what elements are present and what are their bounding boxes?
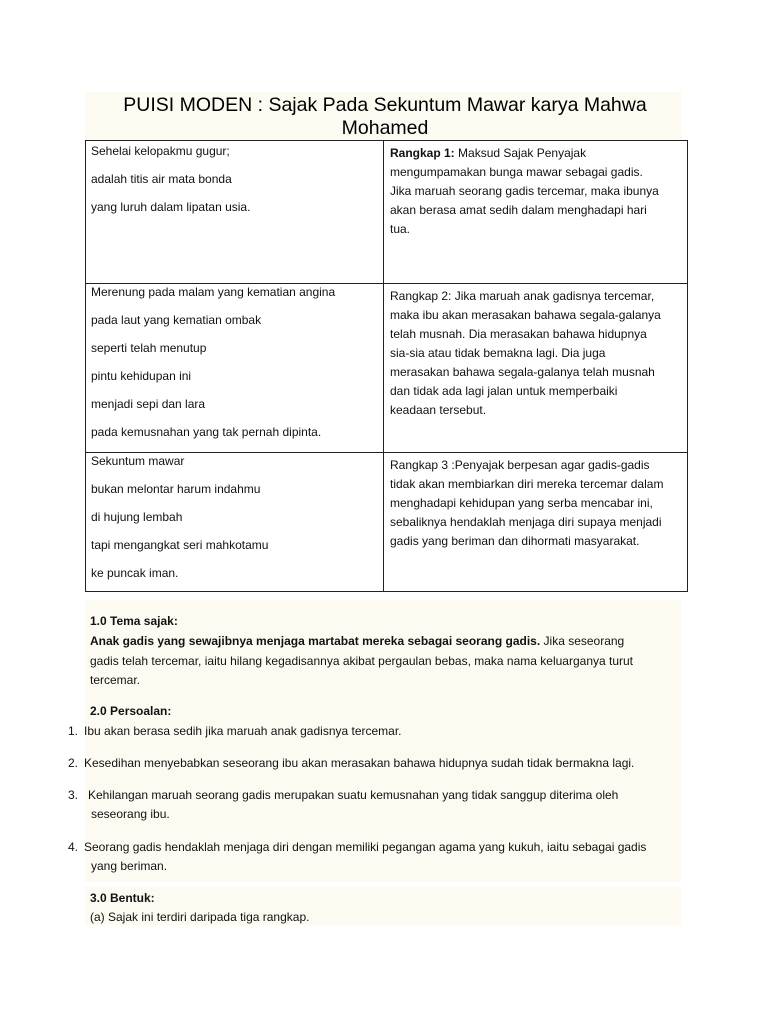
tema-heading: 1.0 Tema sajak: [90, 614, 178, 628]
list-number: 3. [68, 788, 79, 802]
persoalan-item-3 [68, 786, 618, 805]
explanation-line: sebaliknya hendaklah menjaga diri supaya menjadi [390, 515, 662, 529]
poem-line: menjadi sepi dan lara [91, 397, 206, 411]
list-number: 4. [68, 840, 79, 854]
persoalan-item-1 [68, 722, 402, 741]
explanation-line: tidak akan membiarkan diri mereka tercemar dalam [390, 477, 664, 491]
poem-line: ke puncak iman. [91, 566, 179, 580]
tema-text: Jika seseorang [540, 634, 625, 648]
explanation-line: akan berasa amat sedih dalam menghadapi hari [390, 203, 647, 217]
poem-line: di hujung lembah [91, 510, 183, 524]
persoalan-item-2 [68, 754, 634, 773]
list-text: Seorang gadis hendaklah menjaga diri dengan memiliki pegangan agama yang kukuh, iaitu sebagai gadis [84, 840, 647, 854]
persoalan-heading: 2.0 Persoalan: [90, 704, 172, 718]
explanation-cell-3 [384, 453, 688, 592]
explanation-line: tua. [390, 222, 411, 236]
poem-line: Merenung pada malam yang kematian angina [91, 285, 336, 299]
persoalan-item-4 [68, 838, 646, 857]
explanation-line: maka ibu akan merasakan bahawa segala-galanya [390, 308, 661, 322]
poem-line: pada kemusnahan yang tak pernah dipinta. [91, 425, 322, 439]
stanza-row-3 [86, 453, 688, 592]
rangkap-label: Rangkap 1: [390, 146, 455, 160]
explanation-line: mengumpamakan bunga mawar sebagai gadis. [390, 165, 643, 179]
explanation-line: Rangkap 2: Jika maruah anak gadisnya tercemar, [390, 289, 655, 303]
poem-line: pada laut yang kematian ombak [91, 313, 262, 327]
explanation-line: keadaan tersebut. [390, 403, 487, 417]
list-text: Ibu akan berasa sedih jika maruah anak gadisnya tercemar. [84, 724, 402, 738]
explanation-line: dan tidak ada lagi jalan untuk memperbaiki [390, 384, 618, 398]
explanation-line: Rangkap 3 :Penyajak berpesan agar gadis-gadis [390, 458, 650, 472]
poem-line: Sekuntum mawar [91, 454, 185, 468]
bentuk-heading: 3.0 Bentuk: [90, 891, 155, 905]
explanation-cell-1 [384, 141, 688, 284]
list-text: Kesedihan menyebabkan seseorang ibu akan merasakan bahawa hidupnya sudah tidak bermakna lagi. [84, 756, 635, 770]
explanation-line [384, 144, 687, 163]
page-title: PUISI MODEN : Sajak Pada Sekuntum Mawar karya Mahwa Mohamed [123, 94, 647, 139]
explanation-line: telah musnah. Dia merasakan bahawa hidupnya [390, 327, 647, 341]
persoalan-item-4-cont: yang beriman. [91, 859, 168, 873]
explanation-line: merasakan bahawa segala-galanya telah musnah [390, 365, 655, 379]
tema-line-2: gadis telah tercemar, iaitu hilang kegadisannya akibat pergaulan bebas, maka nama keluarganya turut [90, 654, 634, 668]
tema-line-3: tercemar. [90, 673, 141, 687]
explanation-line: sia-sia atau tidak bemakna lagi. Dia juga [390, 346, 606, 360]
list-text: Kehilangan maruah seorang gadis merupakan suatu kemusnahan yang tidak sanggup diterima oleh [88, 788, 619, 802]
explanation-text: Maksud Sajak Penyajak [454, 146, 587, 160]
poem-line: seperti telah menutup [91, 341, 207, 355]
explanation-line: menghadapi kehidupan yang serba mencabar ini, [390, 496, 653, 510]
stanza-row-2 [86, 284, 688, 453]
poem-line: tapi mengangkat seri mahkotamu [91, 538, 269, 552]
poem-line: pintu kehidupan ini [91, 369, 192, 383]
poem-line: yang luruh dalam lipatan usia. [91, 200, 251, 214]
explanation-line: Jika maruah seorang gadis tercemar, maka ibunya [390, 184, 659, 198]
tema-line-1 [90, 632, 624, 651]
poem-line: bukan melontar harum indahmu [91, 482, 261, 496]
poem-cell-2 [86, 284, 384, 453]
persoalan-item-3-cont: seseorang ibu. [91, 807, 170, 821]
list-number: 1. [68, 724, 79, 738]
poem-table [85, 140, 688, 592]
tema-bold-text: Anak gadis yang sewajibnya menjaga martabat mereka sebagai seorang gadis. [90, 634, 541, 648]
list-number: 2. [68, 756, 79, 770]
poem-cell-3 [86, 453, 384, 592]
poem-line: Sehelai kelopakmu gugur; [91, 144, 230, 158]
explanation-line: gadis yang beriman dan dihormati masyarakat. [390, 534, 640, 548]
poem-line: adalah titis air mata bonda [91, 172, 232, 186]
poem-cell-1 [86, 141, 384, 284]
explanation-cell-2 [384, 284, 688, 453]
bentuk-line-1: (a) Sajak ini terdiri daripada tiga rangkap. [90, 910, 310, 924]
stanza-row-1 [86, 141, 688, 284]
